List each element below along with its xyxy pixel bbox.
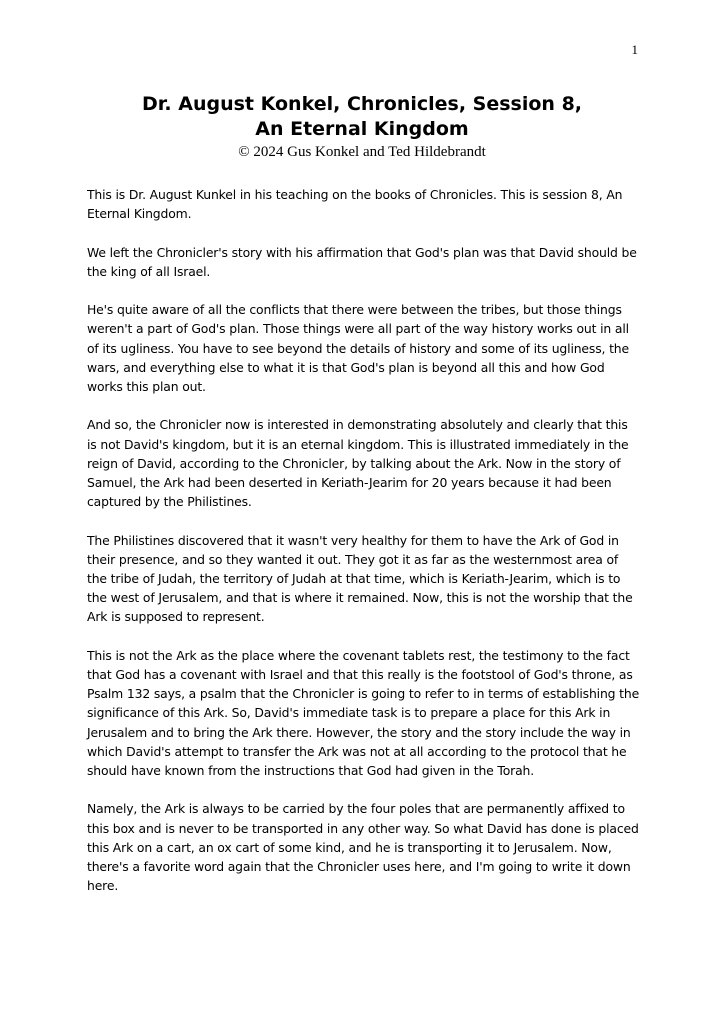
- paragraph: The Philistines discovered that it wasn't very healthy for them to have the Ark of God in their presence, and so they wanted it out. They got it as far as the westernmost area of the tribe of Judah, the territory of Judah at that time, which is Keriath-Jearim, which is to the west of Jerusalem, and that is where it remained. Now, this is not the worship that the Ark is supposed to represent.: [87, 532, 633, 625]
- document-title-line-2: An Eternal Kingdom: [255, 118, 469, 140]
- document-title-line-1: Dr. August Konkel, Chronicles, Session 8,: [141, 93, 583, 115]
- page-number: 1: [631, 42, 638, 57]
- copyright-notice: © 2024 Gus Konkel and Ted Hildebrandt: [238, 144, 486, 160]
- paragraph: And so, the Chronicler now is interested in demonstrating absolutely and clearly that this is not David's kingdom, but it is an eternal kingdom. This is illustrated immediately in the reign of David, according to the Chronicler, by talking about the Ark. Now in the story of Samuel, the Ark had been deserted in Keriath-Jearim for 20 years because it had been captured by the Philistines.: [87, 417, 629, 510]
- paragraph: This is Dr. August Kunkel in his teaching on the books of Chronicles. This is session 8, An Eternal Kingdom.: [87, 187, 623, 222]
- title-block: [86, 92, 638, 161]
- paragraph: He's quite aware of all the conflicts that there were between the tribes, but those things weren't a part of God's plan. Those things were all part of the way history works out in all of its ugliness. You have to see beyond the details of history and some of its ugliness, the wars, and everything else to what it is that God's plan is beyond all this and how God works this plan out.: [87, 302, 629, 394]
- transcript-body: [87, 185, 641, 915]
- paragraph: This is not the Ark as the place where the covenant tablets rest, the testimony to the fact that God has a covenant with Israel and that this really is the footstool of God's throne, as Psalm 132 says, a psalm that the Chronicler is going to refer to in terms of establishing the significance of this Ark. So, David's immediate task is to prepare a place for this Ark in Jerusalem and to bring the Ark there. However, the story and the story include the way in which David's attempt to transfer the Ark was not at all according to the protocol that he should have known from the instructions that God had given in the Torah.: [87, 647, 640, 779]
- paragraph: Namely, the Ark is always to be carried by the four poles that are permanently affixed to this box and is never to be transported in any other way. So what David has done is placed this Ark on a cart, an ox cart of some kind, and he is transporting it to Jerusalem. Now, there's a favorite word again that the Chronicler uses here, and I'm going to write it down here.: [87, 801, 639, 894]
- paragraph: We left the Chronicler's story with his affirmation that God's plan was that David should be the king of all Israel.: [87, 244, 637, 279]
